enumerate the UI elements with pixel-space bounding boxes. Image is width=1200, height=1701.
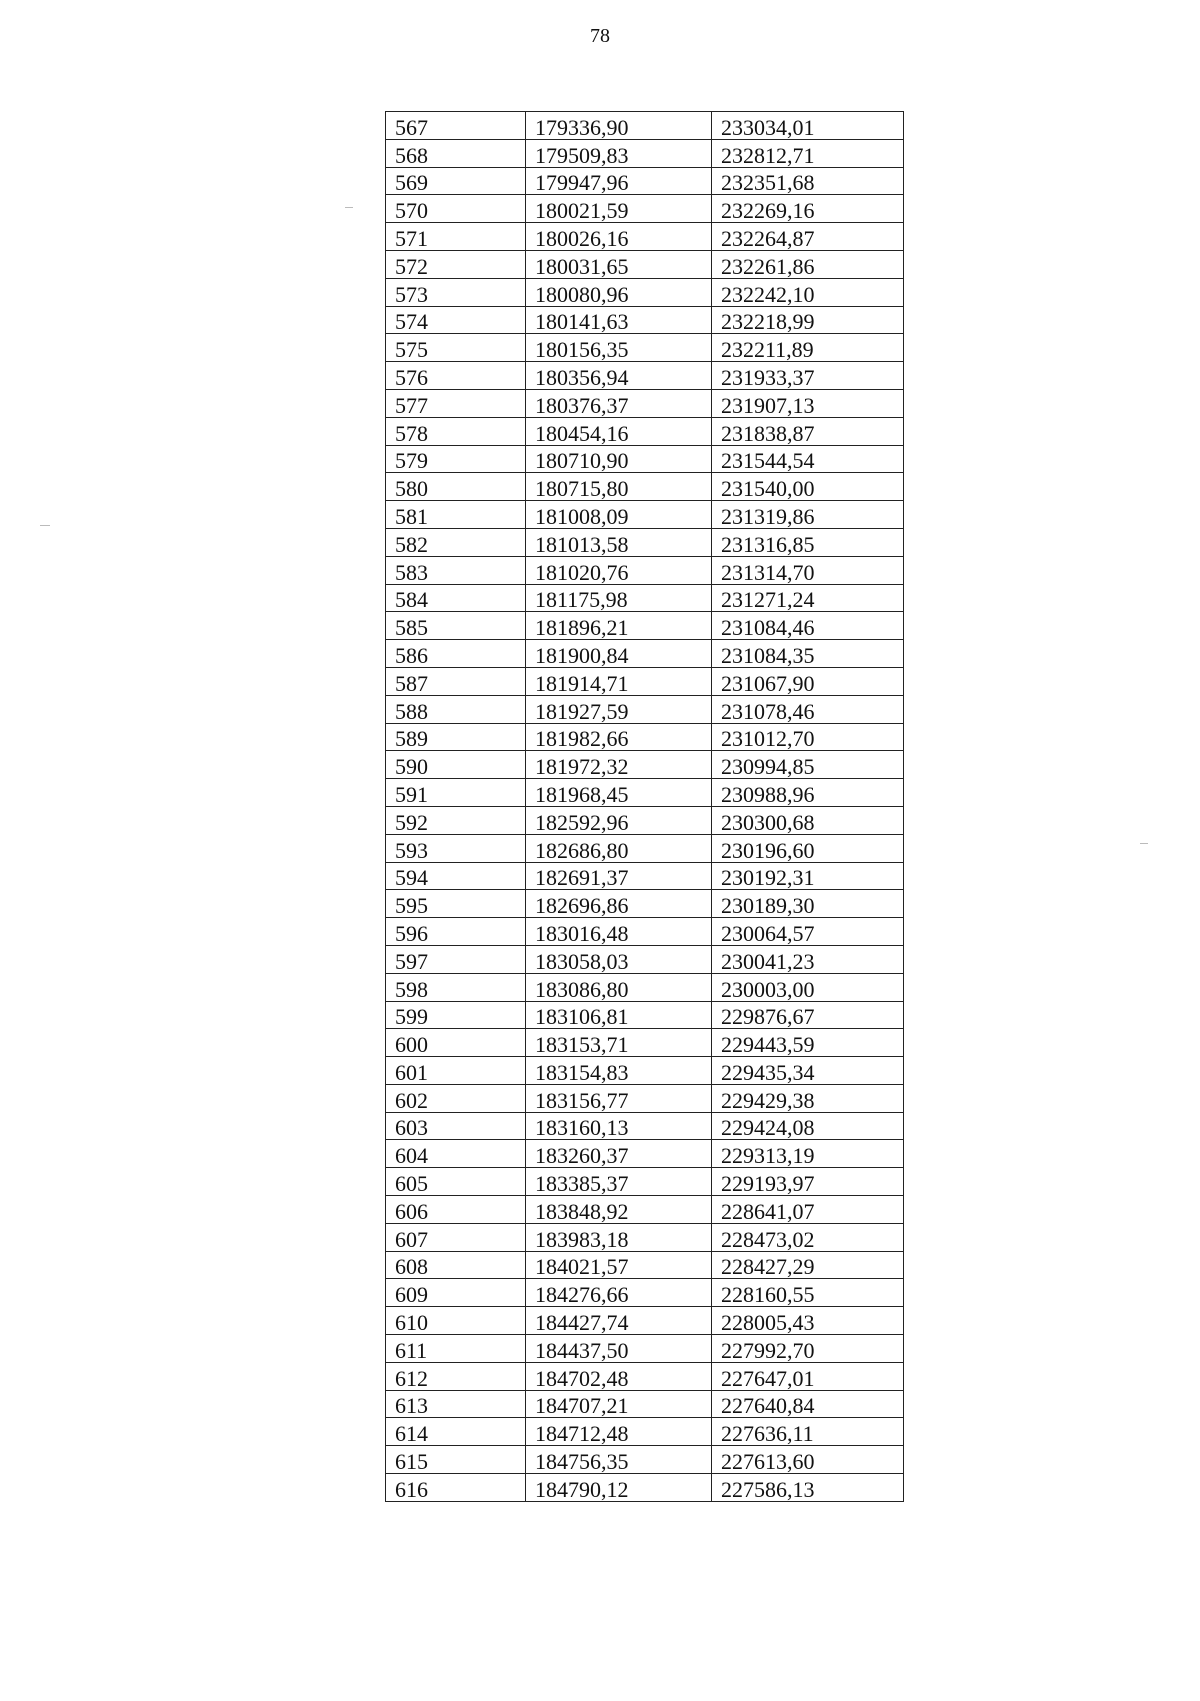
point-number-cell: 586 xyxy=(386,640,526,668)
x-coordinate-cell: 182686,80 xyxy=(526,834,712,862)
x-coordinate-cell: 181008,09 xyxy=(526,501,712,529)
y-coordinate-cell: 229193,97 xyxy=(712,1168,904,1196)
table-row xyxy=(386,1335,904,1363)
table-row xyxy=(386,1084,904,1112)
point-number-cell: 605 xyxy=(386,1168,526,1196)
table-body xyxy=(386,112,904,1502)
x-coordinate-cell: 180156,35 xyxy=(526,334,712,362)
table-row xyxy=(386,945,904,973)
point-number-cell: 598 xyxy=(386,973,526,1001)
point-number-cell: 579 xyxy=(386,445,526,473)
y-coordinate-cell: 231838,87 xyxy=(712,417,904,445)
x-coordinate-cell: 181968,45 xyxy=(526,779,712,807)
x-coordinate-cell: 181900,84 xyxy=(526,640,712,668)
x-coordinate-cell: 180021,59 xyxy=(526,195,712,223)
point-number-cell: 580 xyxy=(386,473,526,501)
x-coordinate-cell: 180026,16 xyxy=(526,223,712,251)
y-coordinate-cell: 227586,13 xyxy=(712,1474,904,1502)
table-row xyxy=(386,1112,904,1140)
y-coordinate-cell: 232211,89 xyxy=(712,334,904,362)
y-coordinate-cell: 228641,07 xyxy=(712,1196,904,1224)
table-row xyxy=(386,723,904,751)
table-row xyxy=(386,389,904,417)
x-coordinate-cell: 182592,96 xyxy=(526,806,712,834)
y-coordinate-cell: 231544,54 xyxy=(712,445,904,473)
table-row xyxy=(386,862,904,890)
x-coordinate-cell: 184712,48 xyxy=(526,1418,712,1446)
y-coordinate-cell: 231012,70 xyxy=(712,723,904,751)
y-coordinate-cell: 230988,96 xyxy=(712,779,904,807)
x-coordinate-cell: 179336,90 xyxy=(526,112,712,140)
x-coordinate-cell: 180715,80 xyxy=(526,473,712,501)
table-row xyxy=(386,1307,904,1335)
x-coordinate-cell: 181175,98 xyxy=(526,584,712,612)
x-coordinate-cell: 180454,16 xyxy=(526,417,712,445)
table-row xyxy=(386,1196,904,1224)
x-coordinate-cell: 183106,81 xyxy=(526,1001,712,1029)
table-row xyxy=(386,918,904,946)
y-coordinate-cell: 230003,00 xyxy=(712,973,904,1001)
y-coordinate-cell: 229313,19 xyxy=(712,1140,904,1168)
point-number-cell: 612 xyxy=(386,1362,526,1390)
x-coordinate-cell: 183016,48 xyxy=(526,918,712,946)
y-coordinate-cell: 231271,24 xyxy=(712,584,904,612)
y-coordinate-cell: 227992,70 xyxy=(712,1335,904,1363)
point-number-cell: 595 xyxy=(386,890,526,918)
y-coordinate-cell: 229435,34 xyxy=(712,1057,904,1085)
x-coordinate-cell: 181013,58 xyxy=(526,528,712,556)
table-row xyxy=(386,1362,904,1390)
point-number-cell: 604 xyxy=(386,1140,526,1168)
y-coordinate-cell: 231067,90 xyxy=(712,667,904,695)
y-coordinate-cell: 231314,70 xyxy=(712,556,904,584)
y-coordinate-cell: 231540,00 xyxy=(712,473,904,501)
table-row xyxy=(386,779,904,807)
x-coordinate-cell: 184790,12 xyxy=(526,1474,712,1502)
table-row xyxy=(386,250,904,278)
point-number-cell: 583 xyxy=(386,556,526,584)
y-coordinate-cell: 230196,60 xyxy=(712,834,904,862)
y-coordinate-cell: 227647,01 xyxy=(712,1362,904,1390)
point-number-cell: 572 xyxy=(386,250,526,278)
table-row xyxy=(386,890,904,918)
y-coordinate-cell: 231316,85 xyxy=(712,528,904,556)
table-row xyxy=(386,1474,904,1502)
y-coordinate-cell: 231907,13 xyxy=(712,389,904,417)
table-row xyxy=(386,1446,904,1474)
y-coordinate-cell: 231078,46 xyxy=(712,695,904,723)
x-coordinate-cell: 180080,96 xyxy=(526,278,712,306)
point-number-cell: 603 xyxy=(386,1112,526,1140)
x-coordinate-cell: 183260,37 xyxy=(526,1140,712,1168)
y-coordinate-cell: 228427,29 xyxy=(712,1251,904,1279)
x-coordinate-cell: 182691,37 xyxy=(526,862,712,890)
page-number: 78 xyxy=(590,25,610,47)
y-coordinate-cell: 232269,16 xyxy=(712,195,904,223)
y-coordinate-cell: 229424,08 xyxy=(712,1112,904,1140)
table-row xyxy=(386,473,904,501)
y-coordinate-cell: 227640,84 xyxy=(712,1390,904,1418)
y-coordinate-cell: 231084,35 xyxy=(712,640,904,668)
table-row xyxy=(386,1223,904,1251)
table-row xyxy=(386,223,904,251)
x-coordinate-cell: 182696,86 xyxy=(526,890,712,918)
table-row xyxy=(386,445,904,473)
table-row xyxy=(386,1251,904,1279)
coordinates-table xyxy=(385,111,904,1502)
point-number-cell: 588 xyxy=(386,695,526,723)
table-row xyxy=(386,973,904,1001)
x-coordinate-cell: 184427,74 xyxy=(526,1307,712,1335)
x-coordinate-cell: 183848,92 xyxy=(526,1196,712,1224)
table-row xyxy=(386,1057,904,1085)
scan-speck xyxy=(345,207,353,208)
point-number-cell: 616 xyxy=(386,1474,526,1502)
table-row xyxy=(386,834,904,862)
x-coordinate-cell: 179509,83 xyxy=(526,139,712,167)
y-coordinate-cell: 227613,60 xyxy=(712,1446,904,1474)
x-coordinate-cell: 184702,48 xyxy=(526,1362,712,1390)
point-number-cell: 587 xyxy=(386,667,526,695)
y-coordinate-cell: 229443,59 xyxy=(712,1029,904,1057)
point-number-cell: 606 xyxy=(386,1196,526,1224)
point-number-cell: 585 xyxy=(386,612,526,640)
y-coordinate-cell: 230064,57 xyxy=(712,918,904,946)
y-coordinate-cell: 230192,31 xyxy=(712,862,904,890)
x-coordinate-cell: 181914,71 xyxy=(526,667,712,695)
y-coordinate-cell: 232242,10 xyxy=(712,278,904,306)
point-number-cell: 608 xyxy=(386,1251,526,1279)
table-row xyxy=(386,528,904,556)
x-coordinate-cell: 180356,94 xyxy=(526,362,712,390)
table-row xyxy=(386,640,904,668)
y-coordinate-cell: 231084,46 xyxy=(712,612,904,640)
point-number-cell: 600 xyxy=(386,1029,526,1057)
point-number-cell: 613 xyxy=(386,1390,526,1418)
y-coordinate-cell: 228473,02 xyxy=(712,1223,904,1251)
y-coordinate-cell: 231319,86 xyxy=(712,501,904,529)
x-coordinate-cell: 183385,37 xyxy=(526,1168,712,1196)
point-number-cell: 578 xyxy=(386,417,526,445)
point-number-cell: 567 xyxy=(386,112,526,140)
point-number-cell: 599 xyxy=(386,1001,526,1029)
x-coordinate-cell: 181020,76 xyxy=(526,556,712,584)
y-coordinate-cell: 231933,37 xyxy=(712,362,904,390)
point-number-cell: 570 xyxy=(386,195,526,223)
x-coordinate-cell: 183086,80 xyxy=(526,973,712,1001)
y-coordinate-cell: 232261,86 xyxy=(712,250,904,278)
point-number-cell: 590 xyxy=(386,751,526,779)
y-coordinate-cell: 232351,68 xyxy=(712,167,904,195)
table-row xyxy=(386,806,904,834)
table-row xyxy=(386,751,904,779)
point-number-cell: 607 xyxy=(386,1223,526,1251)
x-coordinate-cell: 184756,35 xyxy=(526,1446,712,1474)
point-number-cell: 576 xyxy=(386,362,526,390)
y-coordinate-cell: 229429,38 xyxy=(712,1084,904,1112)
table-row xyxy=(386,417,904,445)
table-row xyxy=(386,306,904,334)
table-row xyxy=(386,501,904,529)
y-coordinate-cell: 230994,85 xyxy=(712,751,904,779)
y-coordinate-cell: 230300,68 xyxy=(712,806,904,834)
point-number-cell: 615 xyxy=(386,1446,526,1474)
table-row xyxy=(386,112,904,140)
x-coordinate-cell: 180710,90 xyxy=(526,445,712,473)
x-coordinate-cell: 181972,32 xyxy=(526,751,712,779)
x-coordinate-cell: 180031,65 xyxy=(526,250,712,278)
point-number-cell: 589 xyxy=(386,723,526,751)
x-coordinate-cell: 180376,37 xyxy=(526,389,712,417)
point-number-cell: 594 xyxy=(386,862,526,890)
point-number-cell: 591 xyxy=(386,779,526,807)
x-coordinate-cell: 183156,77 xyxy=(526,1084,712,1112)
y-coordinate-cell: 233034,01 xyxy=(712,112,904,140)
point-number-cell: 611 xyxy=(386,1335,526,1363)
point-number-cell: 577 xyxy=(386,389,526,417)
point-number-cell: 602 xyxy=(386,1084,526,1112)
table-row xyxy=(386,1140,904,1168)
x-coordinate-cell: 183160,13 xyxy=(526,1112,712,1140)
point-number-cell: 571 xyxy=(386,223,526,251)
point-number-cell: 573 xyxy=(386,278,526,306)
y-coordinate-cell: 232218,99 xyxy=(712,306,904,334)
scan-speck xyxy=(40,525,50,526)
point-number-cell: 584 xyxy=(386,584,526,612)
table-row xyxy=(386,667,904,695)
x-coordinate-cell: 181927,59 xyxy=(526,695,712,723)
y-coordinate-cell: 229876,67 xyxy=(712,1001,904,1029)
scan-speck xyxy=(1140,843,1148,844)
point-number-cell: 609 xyxy=(386,1279,526,1307)
x-coordinate-cell: 179947,96 xyxy=(526,167,712,195)
x-coordinate-cell: 184437,50 xyxy=(526,1335,712,1363)
point-number-cell: 574 xyxy=(386,306,526,334)
table-row xyxy=(386,139,904,167)
table-row xyxy=(386,334,904,362)
table-row xyxy=(386,584,904,612)
table-row xyxy=(386,362,904,390)
x-coordinate-cell: 180141,63 xyxy=(526,306,712,334)
table-row xyxy=(386,1168,904,1196)
x-coordinate-cell: 181896,21 xyxy=(526,612,712,640)
table-row xyxy=(386,167,904,195)
x-coordinate-cell: 183983,18 xyxy=(526,1223,712,1251)
x-coordinate-cell: 183058,03 xyxy=(526,945,712,973)
y-coordinate-cell: 230041,23 xyxy=(712,945,904,973)
table-row xyxy=(386,612,904,640)
point-number-cell: 581 xyxy=(386,501,526,529)
table-row xyxy=(386,1418,904,1446)
x-coordinate-cell: 181982,66 xyxy=(526,723,712,751)
point-number-cell: 569 xyxy=(386,167,526,195)
table-row xyxy=(386,1390,904,1418)
table-row xyxy=(386,1029,904,1057)
y-coordinate-cell: 228160,55 xyxy=(712,1279,904,1307)
x-coordinate-cell: 183153,71 xyxy=(526,1029,712,1057)
x-coordinate-cell: 184021,57 xyxy=(526,1251,712,1279)
point-number-cell: 601 xyxy=(386,1057,526,1085)
y-coordinate-cell: 232264,87 xyxy=(712,223,904,251)
point-number-cell: 597 xyxy=(386,945,526,973)
table-row xyxy=(386,556,904,584)
point-number-cell: 575 xyxy=(386,334,526,362)
point-number-cell: 610 xyxy=(386,1307,526,1335)
point-number-cell: 592 xyxy=(386,806,526,834)
table-row xyxy=(386,695,904,723)
x-coordinate-cell: 184707,21 xyxy=(526,1390,712,1418)
y-coordinate-cell: 232812,71 xyxy=(712,139,904,167)
x-coordinate-cell: 183154,83 xyxy=(526,1057,712,1085)
point-number-cell: 596 xyxy=(386,918,526,946)
y-coordinate-cell: 230189,30 xyxy=(712,890,904,918)
y-coordinate-cell: 228005,43 xyxy=(712,1307,904,1335)
point-number-cell: 593 xyxy=(386,834,526,862)
x-coordinate-cell: 184276,66 xyxy=(526,1279,712,1307)
table-row xyxy=(386,1279,904,1307)
y-coordinate-cell: 227636,11 xyxy=(712,1418,904,1446)
table-row xyxy=(386,278,904,306)
point-number-cell: 614 xyxy=(386,1418,526,1446)
point-number-cell: 568 xyxy=(386,139,526,167)
table-row xyxy=(386,1001,904,1029)
point-number-cell: 582 xyxy=(386,528,526,556)
table-row xyxy=(386,195,904,223)
